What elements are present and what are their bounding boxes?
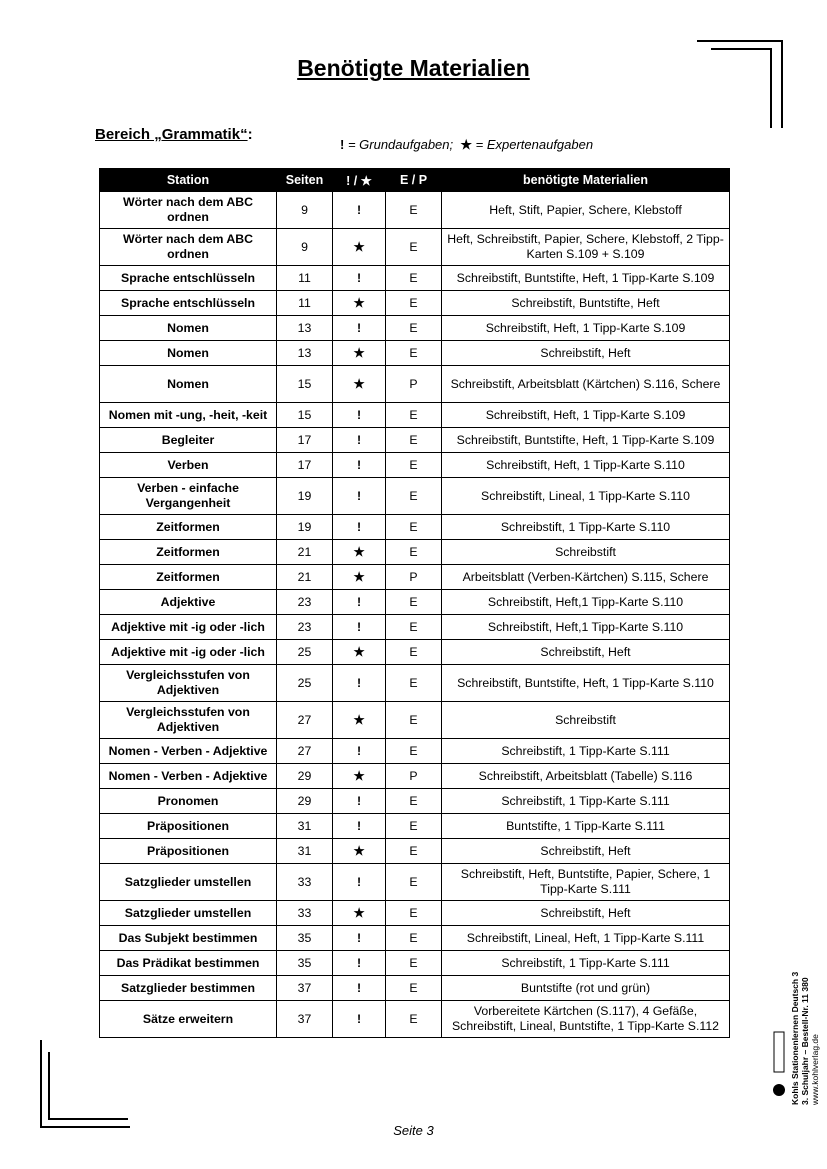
- corner-frame-line: [40, 1040, 42, 1128]
- task-type-cell: !: [333, 739, 386, 764]
- station-cell: Präpositionen: [100, 814, 277, 839]
- task-type-cell: ★: [333, 702, 386, 739]
- table-row: [100, 366, 730, 403]
- materials-cell: Schreibstift, 1 Tipp-Karte S.111: [442, 951, 730, 976]
- pages-cell: 31: [277, 839, 333, 864]
- legend-basic-text: = Grundaufgaben;: [344, 137, 454, 152]
- materials-cell: Schreibstift, Heft, 1 Tipp-Karte S.110: [442, 453, 730, 478]
- e-p-cell: E: [386, 739, 442, 764]
- e-p-cell: E: [386, 428, 442, 453]
- station-cell: Präpositionen: [100, 839, 277, 864]
- task-type-cell: ★: [333, 764, 386, 789]
- pages-cell: 37: [277, 976, 333, 1001]
- materials-cell: Schreibstift, Heft, 1 Tipp-Karte S.109: [442, 403, 730, 428]
- pages-cell: 17: [277, 428, 333, 453]
- pages-cell: 33: [277, 864, 333, 901]
- task-type-cell: !: [333, 428, 386, 453]
- station-cell: Verben: [100, 453, 277, 478]
- task-type-cell: !: [333, 453, 386, 478]
- station-cell: Das Prädikat bestimmen: [100, 951, 277, 976]
- station-cell: Nomen - Verben - Adjektive: [100, 764, 277, 789]
- materials-cell: Schreibstift, 1 Tipp-Karte S.111: [442, 739, 730, 764]
- table-row: [100, 229, 730, 266]
- task-type-cell: !: [333, 192, 386, 229]
- pages-cell: 31: [277, 814, 333, 839]
- e-p-cell: E: [386, 266, 442, 291]
- station-cell: Vergleichsstufen von Adjektiven: [100, 665, 277, 702]
- station-cell: Adjektive mit -ig oder -lich: [100, 615, 277, 640]
- materials-cell: Schreibstift, 1 Tipp-Karte S.111: [442, 789, 730, 814]
- corner-frame-line: [48, 1118, 128, 1120]
- station-cell: Vergleichsstufen von Adjektiven: [100, 702, 277, 739]
- station-cell: Nomen: [100, 316, 277, 341]
- table-row: [100, 739, 730, 764]
- materials-cell: Schreibstift, Buntstifte, Heft, 1 Tipp-Karte S.109: [442, 266, 730, 291]
- table-row: [100, 540, 730, 565]
- task-type-cell: ★: [333, 640, 386, 665]
- table-row: [100, 478, 730, 515]
- e-p-cell: E: [386, 615, 442, 640]
- pages-cell: 29: [277, 764, 333, 789]
- e-p-cell: E: [386, 839, 442, 864]
- materials-cell: Schreibstift: [442, 540, 730, 565]
- legend-expert-text: = Expertenaufgaben: [472, 137, 594, 152]
- station-cell: Nomen: [100, 366, 277, 403]
- e-p-cell: E: [386, 640, 442, 665]
- e-p-cell: E: [386, 540, 442, 565]
- materials-cell: Buntstifte, 1 Tipp-Karte S.111: [442, 814, 730, 839]
- pages-cell: 35: [277, 951, 333, 976]
- station-cell: Satzglieder bestimmen: [100, 976, 277, 1001]
- e-p-cell: E: [386, 515, 442, 540]
- table-row: [100, 428, 730, 453]
- table-row: [100, 814, 730, 839]
- materials-cell: Schreibstift, Heft, Buntstifte, Papier, Schere, 1 Tipp-Karte S.111: [442, 864, 730, 901]
- materials-cell: Schreibstift, Heft: [442, 341, 730, 366]
- e-p-cell: E: [386, 590, 442, 615]
- table-row: [100, 266, 730, 291]
- table-header-row: [100, 169, 730, 192]
- materials-cell: Schreibstift, Heft,1 Tipp-Karte S.110: [442, 615, 730, 640]
- materials-cell: Heft, Stift, Papier, Schere, Klebstoff: [442, 192, 730, 229]
- e-p-cell: E: [386, 976, 442, 1001]
- pages-cell: 19: [277, 515, 333, 540]
- pages-cell: 21: [277, 540, 333, 565]
- station-cell: Satzglieder umstellen: [100, 901, 277, 926]
- e-p-cell: E: [386, 951, 442, 976]
- page-title: Benötigte Materialien: [297, 55, 530, 81]
- table-row: [100, 976, 730, 1001]
- station-cell: Nomen: [100, 341, 277, 366]
- pages-cell: 33: [277, 901, 333, 926]
- pages-cell: 11: [277, 291, 333, 316]
- materials-cell: Schreibstift, Arbeitsblatt (Tabelle) S.116: [442, 764, 730, 789]
- publisher-logo: [772, 1030, 786, 1100]
- materials-cell: Schreibstift, Heft, 1 Tipp-Karte S.109: [442, 316, 730, 341]
- e-p-cell: E: [386, 864, 442, 901]
- pages-cell: 37: [277, 1001, 333, 1038]
- materials-cell: Schreibstift, Buntstifte, Heft, 1 Tipp-Karte S.109: [442, 428, 730, 453]
- materials-cell: Schreibstift, Arbeitsblatt (Kärtchen) S.116, Schere: [442, 366, 730, 403]
- table-row: [100, 665, 730, 702]
- table-row: [100, 764, 730, 789]
- header-materials: benötigte Materialien: [442, 169, 730, 192]
- e-p-cell: E: [386, 702, 442, 739]
- legend: [340, 137, 593, 153]
- e-p-cell: E: [386, 229, 442, 266]
- task-type-cell: !: [333, 615, 386, 640]
- task-type-cell: ★: [333, 565, 386, 590]
- pages-cell: 27: [277, 739, 333, 764]
- pages-cell: 25: [277, 665, 333, 702]
- table-row: [100, 951, 730, 976]
- table-row: [100, 926, 730, 951]
- section-label: Bereich „Grammatik“: [95, 126, 248, 143]
- corner-frame-line: [697, 40, 783, 42]
- pages-cell: 9: [277, 192, 333, 229]
- pages-cell: 35: [277, 926, 333, 951]
- table-row: [100, 864, 730, 901]
- header-e-p: E / P: [386, 169, 442, 192]
- materials-cell: Schreibstift, Buntstifte, Heft: [442, 291, 730, 316]
- task-type-cell: ★: [333, 229, 386, 266]
- station-cell: Nomen - Verben - Adjektive: [100, 739, 277, 764]
- station-cell: Sätze erweitern: [100, 1001, 277, 1038]
- task-type-cell: !: [333, 478, 386, 515]
- star-icon: ★: [460, 137, 473, 152]
- station-cell: Wörter nach dem ABC ordnen: [100, 192, 277, 229]
- station-cell: Das Subjekt bestimmen: [100, 926, 277, 951]
- e-p-cell: E: [386, 814, 442, 839]
- materials-cell: Schreibstift, Buntstifte, Heft, 1 Tipp-Karte S.110: [442, 665, 730, 702]
- e-p-cell: E: [386, 789, 442, 814]
- materials-cell: Schreibstift, Heft,1 Tipp-Karte S.110: [442, 590, 730, 615]
- table-row: [100, 640, 730, 665]
- task-type-cell: ★: [333, 291, 386, 316]
- table-row: [100, 291, 730, 316]
- pages-cell: 15: [277, 366, 333, 403]
- publisher-line-3: www.kohlverlag.de: [810, 1034, 820, 1105]
- e-p-cell: E: [386, 665, 442, 702]
- pages-cell: 23: [277, 590, 333, 615]
- station-cell: Nomen mit -ung, -heit, -keit: [100, 403, 277, 428]
- corner-frame-line: [781, 40, 783, 128]
- pages-cell: 17: [277, 453, 333, 478]
- header-pages: Seiten: [277, 169, 333, 192]
- e-p-cell: E: [386, 192, 442, 229]
- station-cell: Sprache entschlüsseln: [100, 266, 277, 291]
- e-p-cell: E: [386, 1001, 442, 1038]
- materials-cell: Schreibstift, Heft: [442, 839, 730, 864]
- table-row: [100, 702, 730, 739]
- pages-cell: 9: [277, 229, 333, 266]
- e-p-cell: E: [386, 901, 442, 926]
- task-type-cell: !: [333, 789, 386, 814]
- e-p-cell: E: [386, 291, 442, 316]
- task-type-cell: !: [333, 864, 386, 901]
- table-row: [100, 403, 730, 428]
- pages-cell: 13: [277, 341, 333, 366]
- pages-cell: 27: [277, 702, 333, 739]
- task-type-cell: !: [333, 266, 386, 291]
- table-row: [100, 839, 730, 864]
- station-cell: Wörter nach dem ABC ordnen: [100, 229, 277, 266]
- task-type-cell: ★: [333, 341, 386, 366]
- materials-cell: Schreibstift, Lineal, Heft, 1 Tipp-Karte S.111: [442, 926, 730, 951]
- pages-cell: 15: [277, 403, 333, 428]
- station-cell: Satzglieder umstellen: [100, 864, 277, 901]
- materials-cell: Schreibstift: [442, 702, 730, 739]
- e-p-cell: E: [386, 926, 442, 951]
- materials-cell: Vorbereitete Kärtchen (S.117), 4 Gefäße, Schreibstift, Lineal, Buntstifte, 1 Tipp-Karte S.112: [442, 1001, 730, 1038]
- header-station: Station: [100, 169, 277, 192]
- pages-cell: 21: [277, 565, 333, 590]
- task-type-cell: !: [333, 665, 386, 702]
- table-row: [100, 1001, 730, 1038]
- table-row: [100, 515, 730, 540]
- publisher-info: [790, 972, 820, 1105]
- table-row: [100, 316, 730, 341]
- corner-frame-line: [48, 1052, 50, 1120]
- e-p-cell: P: [386, 565, 442, 590]
- table-row: [100, 789, 730, 814]
- pages-cell: 13: [277, 316, 333, 341]
- task-type-cell: !: [333, 590, 386, 615]
- materials-cell: Schreibstift, 1 Tipp-Karte S.110: [442, 515, 730, 540]
- e-p-cell: E: [386, 403, 442, 428]
- pages-cell: 29: [277, 789, 333, 814]
- materials-cell: Buntstifte (rot und grün): [442, 976, 730, 1001]
- table-row: [100, 192, 730, 229]
- table-row: [100, 565, 730, 590]
- task-type-cell: ★: [333, 901, 386, 926]
- pages-cell: 11: [277, 266, 333, 291]
- materials-cell: Schreibstift, Heft: [442, 640, 730, 665]
- header-task-type: ! / ★: [333, 169, 386, 192]
- pages-cell: 23: [277, 615, 333, 640]
- station-cell: Pronomen: [100, 789, 277, 814]
- station-cell: Sprache entschlüsseln: [100, 291, 277, 316]
- corner-frame-line: [711, 48, 772, 50]
- e-p-cell: E: [386, 478, 442, 515]
- station-cell: Adjektive: [100, 590, 277, 615]
- task-type-cell: !: [333, 515, 386, 540]
- table-row: [100, 341, 730, 366]
- station-cell: Zeitformen: [100, 515, 277, 540]
- task-type-cell: !: [333, 403, 386, 428]
- materials-cell: Schreibstift, Heft: [442, 901, 730, 926]
- table-row: [100, 453, 730, 478]
- task-type-cell: !: [333, 951, 386, 976]
- task-type-cell: !: [333, 926, 386, 951]
- e-p-cell: E: [386, 341, 442, 366]
- table-row: [100, 615, 730, 640]
- table-body: [100, 192, 730, 1038]
- table-row: [100, 590, 730, 615]
- pages-cell: 25: [277, 640, 333, 665]
- legend-basic-mark: !: [340, 137, 345, 152]
- section-heading: Bereich „Grammatik“:: [95, 126, 253, 143]
- task-type-cell: !: [333, 316, 386, 341]
- task-type-cell: !: [333, 1001, 386, 1038]
- e-p-cell: E: [386, 316, 442, 341]
- station-cell: Zeitformen: [100, 565, 277, 590]
- e-p-cell: P: [386, 366, 442, 403]
- e-p-cell: E: [386, 453, 442, 478]
- task-type-cell: ★: [333, 366, 386, 403]
- publisher-line-1: Kohls Stationenlernen Deutsch 3: [790, 971, 800, 1105]
- station-cell: Adjektive mit -ig oder -lich: [100, 640, 277, 665]
- station-cell: Begleiter: [100, 428, 277, 453]
- task-type-cell: !: [333, 976, 386, 1001]
- pages-cell: 19: [277, 478, 333, 515]
- materials-cell: Arbeitsblatt (Verben-Kärtchen) S.115, Schere: [442, 565, 730, 590]
- materials-cell: Schreibstift, Lineal, 1 Tipp-Karte S.110: [442, 478, 730, 515]
- publisher-line-2: 3. Schuljahr – Bestell-Nr. 11 380: [800, 977, 810, 1105]
- table-row: [100, 901, 730, 926]
- materials-table: [99, 168, 730, 1038]
- task-type-cell: ★: [333, 839, 386, 864]
- materials-cell: Heft, Schreibstift, Papier, Schere, Klebstoff, 2 Tipp-Karten S.109 + S.109: [442, 229, 730, 266]
- task-type-cell: ★: [333, 540, 386, 565]
- station-cell: Zeitformen: [100, 540, 277, 565]
- task-type-cell: !: [333, 814, 386, 839]
- e-p-cell: P: [386, 764, 442, 789]
- station-cell: Verben - einfache Vergangenheit: [100, 478, 277, 515]
- page-number: Seite 3: [393, 1123, 434, 1138]
